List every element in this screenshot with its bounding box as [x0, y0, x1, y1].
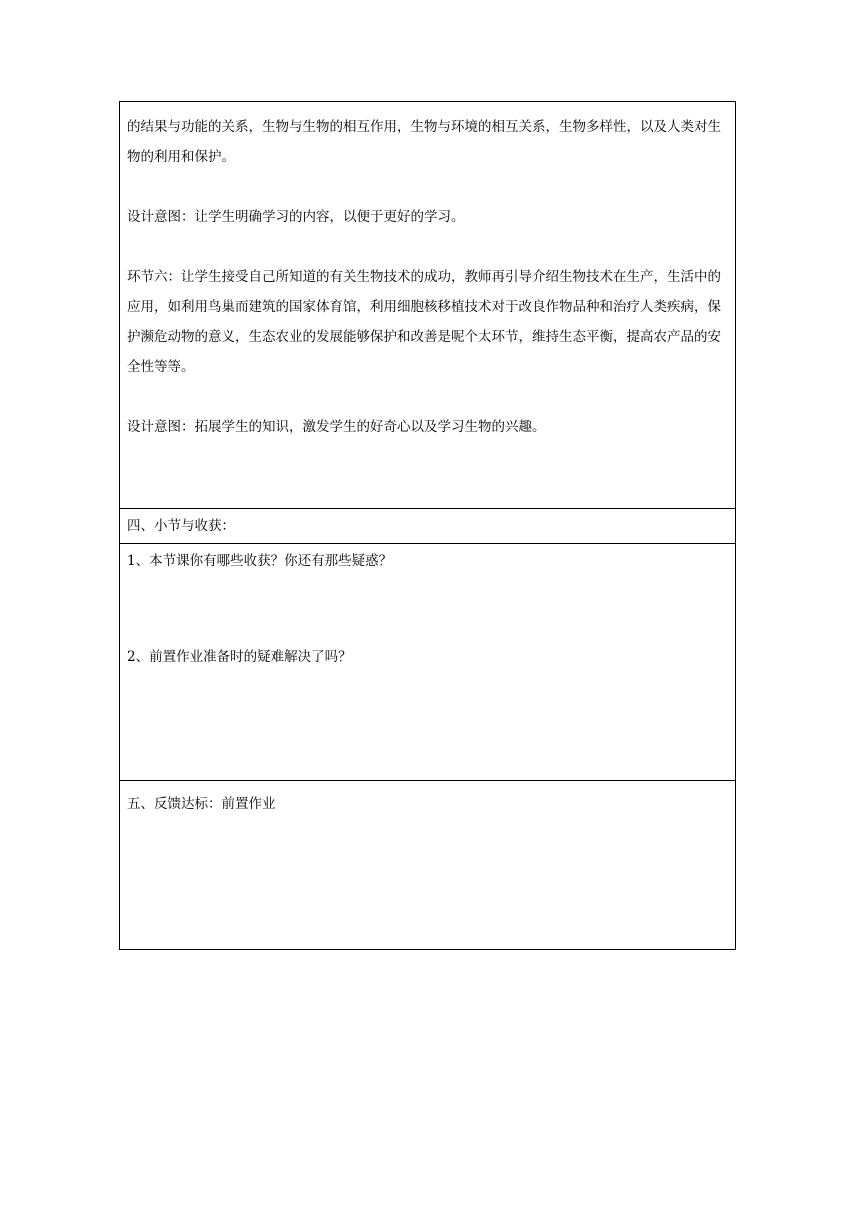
table-row	[120, 102, 736, 509]
reflection-cell	[120, 544, 736, 781]
table-row	[120, 781, 736, 950]
paragraph-spacer	[127, 232, 728, 262]
section-4-heading-cell	[120, 509, 736, 544]
paragraph-step-six: 环节六：让学生接受自己所知道的有关生物技术的成功，教师再引导介绍生物技术在生产，生活中的应用，如利用鸟巢而建筑的国家体育馆，利用细胞核移植技术对于改良作物品种和治疗人类疾病，保护濒危动物的意义，生态农业的发展能够保护和改善是呢个太环节，维持生态平衡，提高农产品的安全性等等。	[127, 269, 721, 375]
teaching-process-cell	[120, 102, 736, 509]
section-4-heading: 四、小节与收获：	[127, 518, 235, 534]
table-row	[120, 509, 736, 544]
feedback-cell	[120, 781, 736, 950]
paragraph-design-intent-2: 设计意图：拓展学生的知识，激发学生的好奇心以及学习生物的兴趣。	[127, 419, 546, 435]
paragraph-biology-topics: 的结果与功能的关系，生物与生物的相互作用，生物与环境的相互关系，生物多样性，以及人类对生物的利用和保护。	[127, 119, 721, 165]
lesson-plan-table	[119, 101, 736, 950]
paragraph-spacer	[127, 172, 728, 202]
section-5-heading: 五、反馈达标：前置作业	[127, 796, 276, 812]
paragraph-design-intent-1: 设计意图：让学生明确学习的内容，以便于更好的学习。	[127, 209, 465, 225]
reflection-question-2: 2、前置作业准备时的疑难解决了吗？	[127, 649, 352, 665]
paragraph-spacer	[127, 382, 728, 412]
table-row	[120, 544, 736, 781]
reflection-question-1: 1、本节课你有哪些收获？你还有那些疑惑？	[127, 553, 393, 569]
